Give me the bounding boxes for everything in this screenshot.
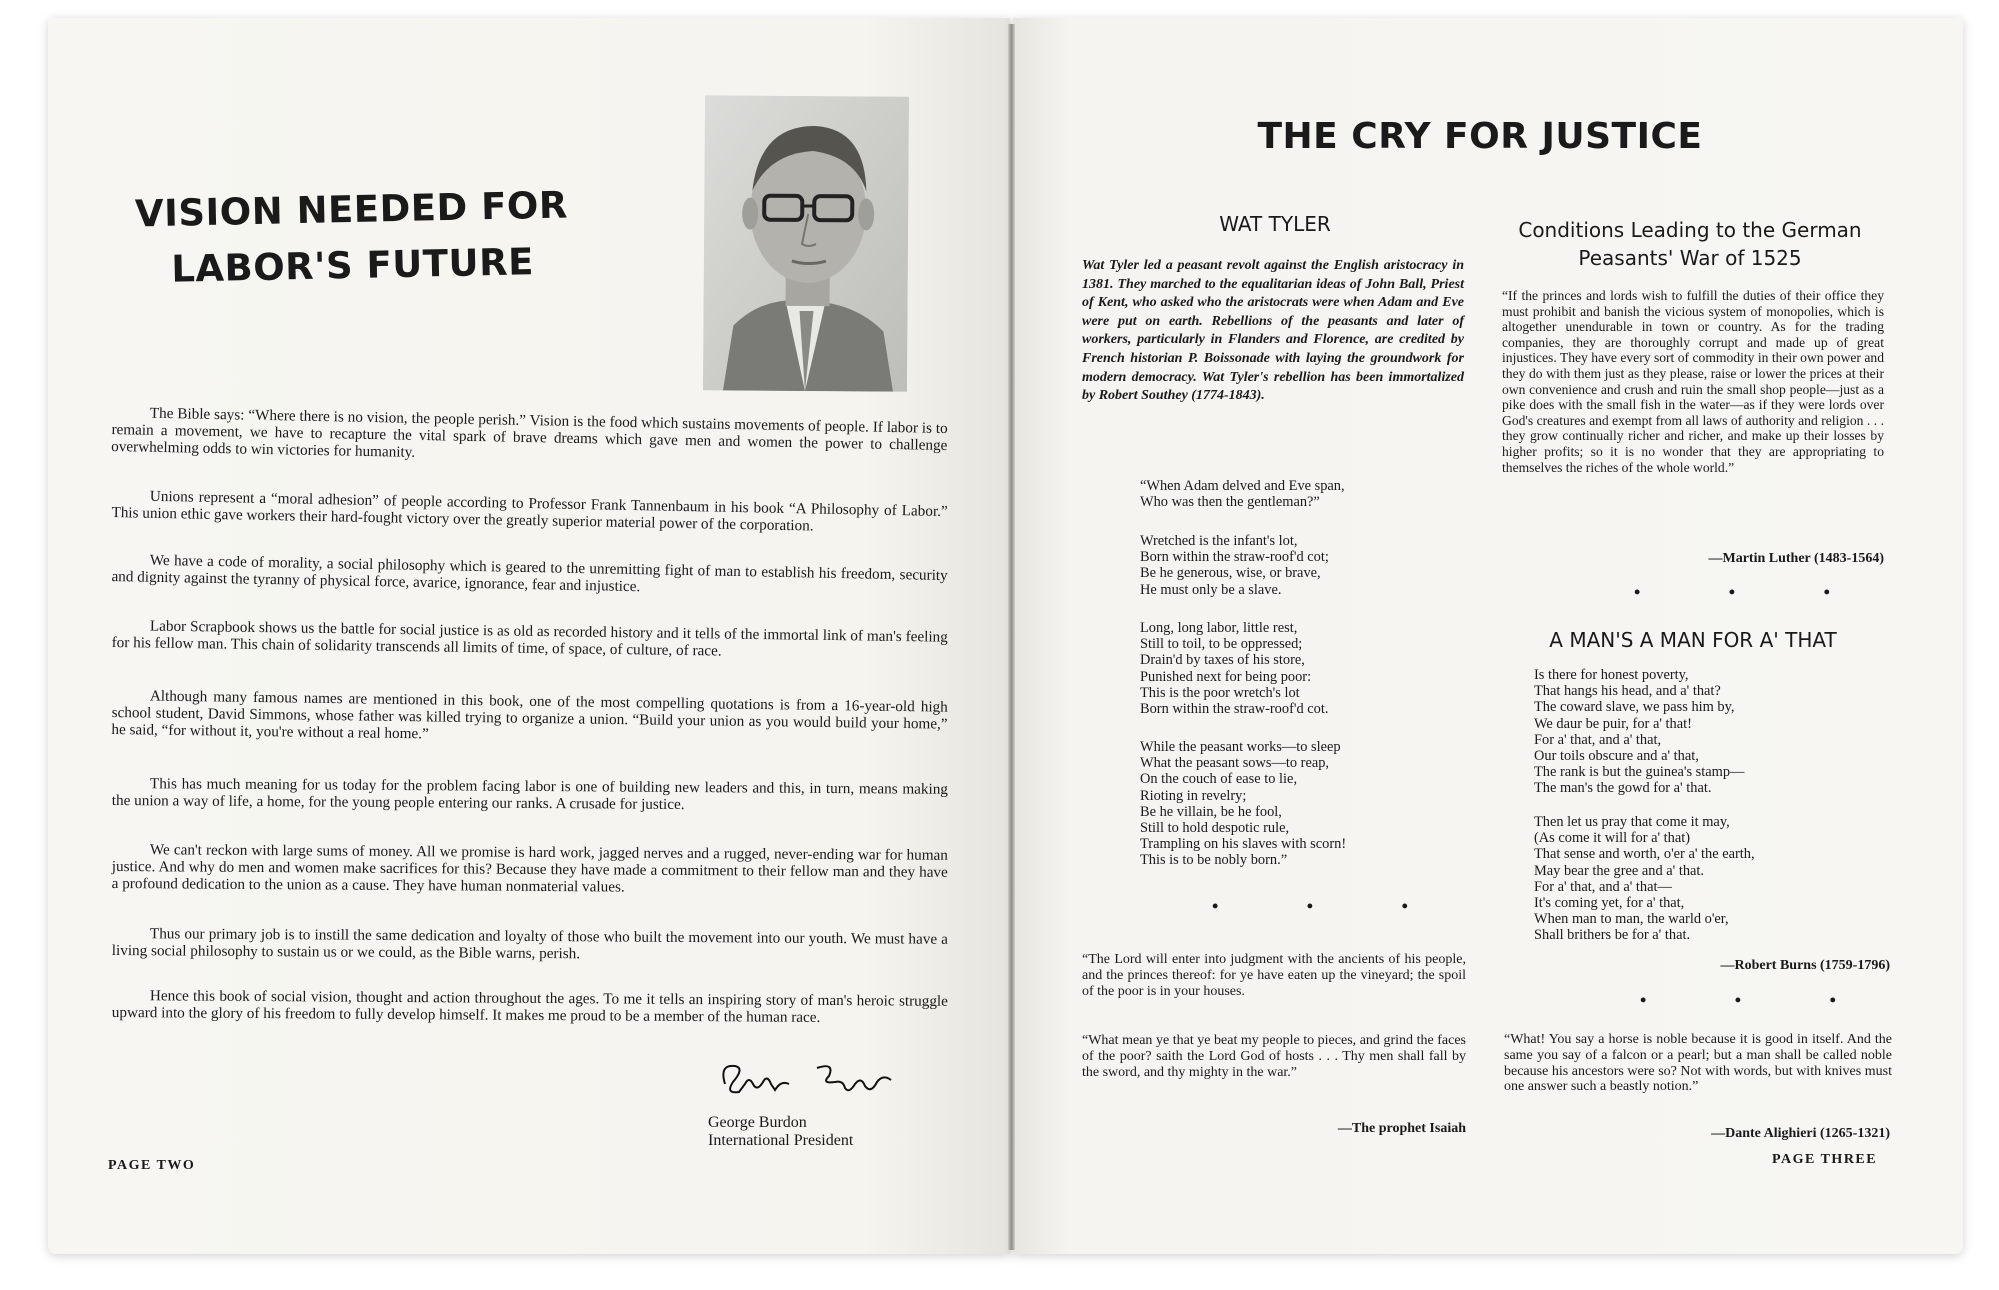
southey-stanza-4: While the peasant works—to sleep What the peasant sows—to reap, On the couch of ease to lie, Rioting in revelry; Be he villain, be he fool, Still to hold despotic rule, Trampling on his slaves with scorn! This is to be nobly born.” [1140,739,1347,869]
body-paragraph-8: Thus our primary job is to instill the same dedication and loyalty of those who built the movement into our youth. We must have a living social philosophy to sustain us or we could, as the Bible warns, perish. [111,925,948,963]
title-line-2: LABOR'S FUTURE [170,240,535,291]
separator-dots-1: • • • [1212,896,1450,916]
dante-quote: “What! You say a horse is noble because it is good in itself. And the same you say of a falcon or a pearl; but a man shall be called noble because his ancestors were so? Not with words, but with knives must one answer such a beastly notion.” [1504,1032,1892,1095]
burns-heading: A MAN'S A MAN FOR A' THAT [1549,628,1837,652]
german-heading-line-2: Peasants' War of 1525 [1578,246,1802,270]
southey-stanza-1: “When Adam delved and Eve span, Who was then the gentleman?” [1140,478,1345,511]
right-page-title: THE CRY FOR JUSTICE [1257,116,1703,157]
page-number-right: PAGE THREE [1772,1152,1878,1167]
portrait-photo [703,95,909,391]
luther-quote: “If the princes and lords wish to fulfill the duties of their office they must prohibit and banish the vicious system of monopolies, which is altogether unendurable in town or country. As for the trading companies, they are thoroughly corrupt and made up of great injustices. They have every sort of commodity in their own power and they do with them just as they please, raise or lower the prices at their own convenience and crush and ruin the small shop people—just as a pike does with the small fish in the water—as if they were lords over God's creatures and exempt from all laws of authority and religion . . . they grow continually richer and richer, and make up their losses by higher profits; so it is no wonder that they are appropriating to themselves the riches of the whole world.” [1502,288,1884,475]
burns-attribution: —Robert Burns (1759-1796) [1720,958,1890,973]
signer-name: George Burdon [708,1114,807,1131]
wat-tyler-heading: WAT TYLER [1219,212,1331,236]
luther-attribution: —Martin Luther (1483-1564) [1708,551,1884,566]
left-page-title [121,177,583,299]
title-line-1: VISION NEEDED FOR [134,183,569,236]
dante-attribution: —Dante Alighieri (1265-1321) [1711,1126,1890,1141]
body-paragraph-9: Hence this book of social vision, thought and action throughout the ages. To me it tells an inspiring story of man's heroic struggle upward into the glory of his freedom to fully develop himself. It makes me proud to be a member of the human race. [111,987,948,1026]
body-paragraph-3: We have a code of morality, a social philosophy which is geared to the unremitting fight of man to establish his freedom, security and dignity against the tyranny of physical force, avarice, ignorance, fear and injustice. [111,551,948,595]
isaiah-quote-1: “The Lord will enter into judgment with the ancients of his people, and the princes thereof: for ye have eaten up the vineyard; the spoil of the poor is in your houses. [1082,952,1466,999]
german-peasants-heading [1500,216,1880,272]
body-paragraph-1: The Bible says: “Where there is no vision, the people perish.” Vision is the food which sustains movements of people. If labor is to remain a movement, we have to recapture the vital spark of brave dreams which gave men and women the power to challenge overwhelming odds to win victories for humanity. [111,404,948,461]
page-number-left: PAGE TWO [108,1158,196,1173]
burns-stanza-2: Then let us pray that come it may, (As come it will for a' that) That sense and worth, o'er a' the earth, May bear the gree and a' that. For a' that, and a' that— It's coming yet, for a' that, When man to man, the warld o'er, Shall brithers be for a' that. [1534,814,1755,944]
body-paragraph-7: We can't reckon with large sums of money. All we promise is hard work, jagged nerves and a rugged, never-ending war for human justice. And why do men and women make sacrifices for this? Because they have made a commitment to their fellow man and they have a profound dedication to the union as a cause. They have human nonmaterial values. [111,841,948,896]
separator-dots-2: • • • [1634,582,1872,602]
separator-dots-3: • • • [1640,990,1878,1010]
binding-gutter [1008,24,1015,1250]
isaiah-attribution: —The prophet Isaiah [1337,1121,1466,1136]
handwritten-signature [705,1054,905,1104]
signer-block [708,1114,853,1150]
body-paragraph-5: Although many famous names are mentioned in this book, one of the most compelling quotations is from a 16-year-old high school student, David Simmons, whose father was killed trying to organize a union. “Build your union as you would build your home,” he said, “for without it, you're without a real home.” [111,687,948,743]
wat-tyler-intro: Wat Tyler led a peasant revolt against the English aristocracy in 1381. They marched to the equalitarian ideas of John Ball, Priest of Kent, who asked who the aristocrats were when Adam and Eve were put on earth. Rebellions of the peasants and later of workers, particularly in Flanders and Florence, are credited by French historian P. Boissonade with laying the groundwork for modern democracy. Wat Tyler's rebellion has been immortalized by Robert Southey (1774-1843). [1082,258,1464,404]
signature-graphic [705,1054,905,1104]
body-paragraph-2: Unions represent a “moral adhesion” of people according to Professor Frank Tannenbaum in his book “A Philosophy of Labor.” This union ethic gave workers their hard-fought victory over the greatly superior material power of the corporation. [111,487,948,535]
body-paragraph-4: Labor Scrapbook shows us the battle for social justice is as old as recorded history and it tells of the immortal link of man's feeling for his fellow man. This chain of solidarity transcends all limits of time, of space, of culture, of race. [111,617,948,660]
german-heading-line-1: Conditions Leading to the German [1518,218,1862,242]
southey-stanza-2: Wretched is the infant's lot, Born within the straw-roof'd cot; Be he generous, wise, or brave, He must only be a slave. [1140,533,1329,598]
burns-stanza-1: Is there for honest poverty, That hangs his head, and a' that? The coward slave, we pass him by, We daur be puir, for a' that! For a' that, and a' that, Our toils obscure and a' that, The rank is but the guinea's stamp— The man's the gowd for a' that. [1534,667,1745,797]
southey-stanza-3: Long, long labor, little rest, Still to toil, to be oppressed; Drain'd by taxes of his store, Punished next for being poor: This is the poor wretch's lot Born within the straw-roof'd cot. [1140,620,1329,718]
isaiah-quote-2: “What mean ye that ye beat my people to pieces, and grind the faces of the poor? saith the Lord God of hosts . . . Thy men shall fall by the sword, and thy mighty in the war.” [1082,1033,1466,1080]
signer-title: International President [708,1132,854,1149]
body-paragraph-6: This has much meaning for us today for the problem facing labor is one of building new leaders and this, in turn, means making the union a way of life, a home, for the young people entering our ranks. A crusade for justice. [111,775,948,813]
